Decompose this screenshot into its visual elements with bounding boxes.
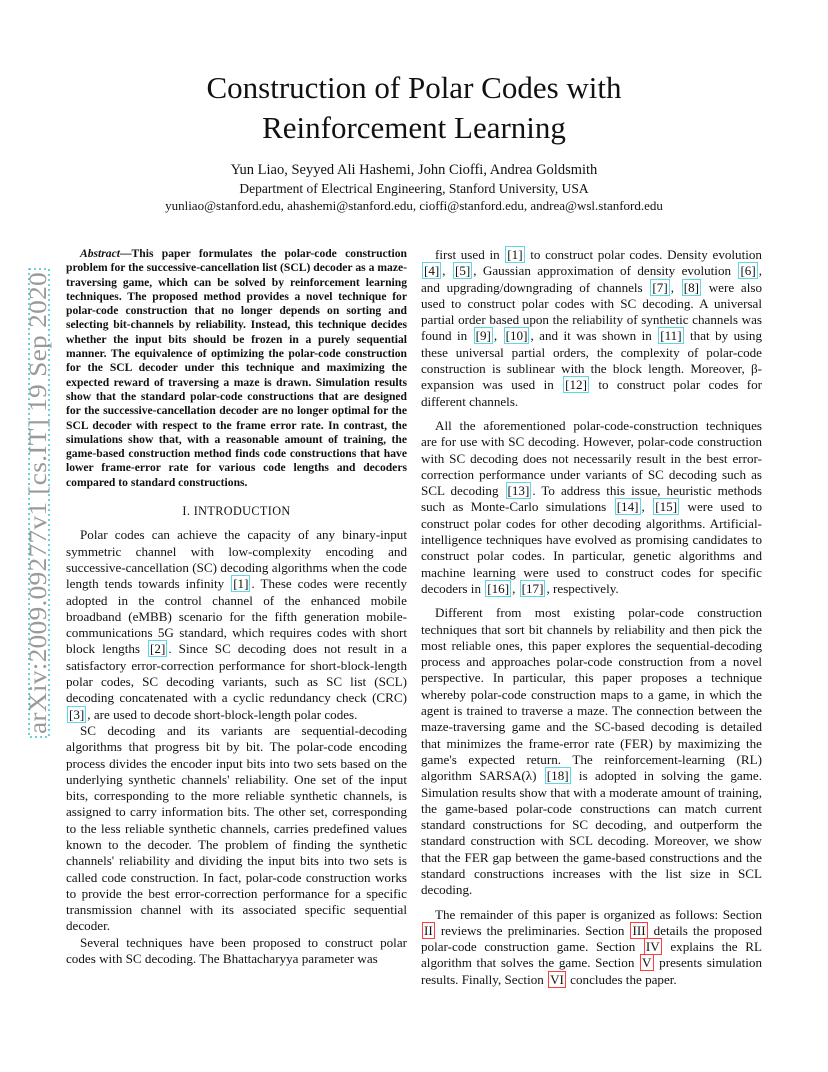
paragraph-text: reviews the preliminaries. Section <box>435 922 630 938</box>
paragraph-text: Polar codes can achieve the capacity of any binary-input symmetric channel with low-complexity encoding and successive-cancellation (SC) decoding algorithms when the code length tends towards infinity <box>66 527 407 592</box>
paragraph-text: first used in <box>435 247 505 262</box>
paragraph-text: Different from most existing polar-code construction techniques that sort bit channels by reliability and then pick the most reliable ones, this paper explores the sequential-decoding process and approaches polar-code construction from a novel perspective. In particular, this paper proposes a technique whereby polar-code construction maps to a game, in which the agent is trained to traverse a maze. The connection between the maze-traversing game and the SC-based decoding is detailed that minimizes the frame-error rate (FER) by maximizing the game's expected return. The reinforcement-learning (RL) algorithm SARSA(λ) <box>421 605 762 784</box>
paragraph-text: , and it was shown in <box>530 328 658 344</box>
title-line-1: Construction of Polar Codes with <box>206 70 622 105</box>
section-reference-link[interactable]: II <box>424 922 433 938</box>
section-reference-link[interactable]: VI <box>550 971 564 987</box>
paragraph-text: , <box>493 328 503 344</box>
paragraph-text: is adopted in solving the game. Simulation results show that with a moderate amount of training, the game-based polar-code constructions can match current standard constructions for SC decoding, and outperform the standard construction with SCL decoding. Moreover, we show that the FER gap between the game-based constructions and the standard constructions increases with the list size in SCL decoding. <box>421 768 762 898</box>
section-heading-introduction: I. INTRODUCTION <box>182 504 291 519</box>
paragraph <box>66 527 407 723</box>
citation-link[interactable]: [16] <box>487 580 510 596</box>
paragraph <box>421 247 762 410</box>
paragraph-text: that by using these universal partial orders, the complexity of polar-code construction is sublinear with the block length. Moreover, β-expansion was used in <box>421 328 763 393</box>
paragraph <box>66 935 407 968</box>
paragraph-text: concludes the paper. <box>566 971 677 987</box>
citation-link[interactable]: [13] <box>507 483 530 499</box>
citation-link[interactable]: [9] <box>475 328 491 344</box>
paragraph-text: . To address this issue, heuristic methods such as Monte-Carlo simulations <box>421 483 762 515</box>
paragraph-text: were used to construct polar codes for other decoding algorithms. Artificial-intelligence techniques have evolved as promising candidates to construct polar codes. In particular, genetic algorithms and machine learning were used to construct codes for specific decoders in <box>421 499 763 596</box>
paragraph-text: explains the RL algorithm that solves the game. Section <box>421 939 762 971</box>
paragraph-text: , Gaussian approximation of density evolution <box>473 263 738 279</box>
section-reference-link[interactable]: IV <box>645 939 660 955</box>
citation-link[interactable]: [1] <box>507 247 523 262</box>
title-line-2: Reinforcement Learning <box>262 110 566 145</box>
paragraph <box>421 418 762 597</box>
paragraph-text: The remainder of this paper is organized as follows: Section <box>435 906 762 922</box>
paragraph-text: , and upgrading/downgrading of channels <box>421 263 762 295</box>
paragraph-text: SC decoding and its variants are sequential-decoding algorithms that progress bit by bit. The polar-code encoding process divides the encoder input bits into two sets based on the underlying synthetic channels' reliability. One set of the input bits, corresponding to the more reliable synthetic channels, is assigned to carry information bits. The other set, corresponding to the less reliable synthetic channels, carries predefined values known to the decoder. The problem of finding the synthetic channels' reliability and dividing the input bits into two sets is called code construction. In fact, polar-code construction works to provide the best error-correction performance for a specific transmission channel with its associated specific sequential decoder. <box>66 722 407 934</box>
paper-title <box>0 68 828 148</box>
citation-link[interactable]: [7] <box>652 279 668 295</box>
citation-link[interactable]: [4] <box>424 263 440 279</box>
paragraph-text: , <box>641 499 653 515</box>
citation-link[interactable]: [12] <box>565 377 587 393</box>
citation-link[interactable]: [18] <box>546 768 569 784</box>
paragraph-text: , <box>442 263 452 279</box>
abstract-label: Abstract <box>80 247 120 260</box>
paragraph-text: details the proposed polar-code construction game. Section <box>421 922 762 955</box>
arxiv-identifier: arXiv:2009.09277v1 [cs.IT] 19 Sep 2020 <box>25 313 52 734</box>
citation-link[interactable]: [15] <box>655 499 678 515</box>
left-column <box>66 247 407 967</box>
paragraph-text: , <box>512 580 519 596</box>
citation-link[interactable]: [17] <box>521 580 544 596</box>
paragraph-text: All the aforementioned polar-code-construction techniques are for use with SC decoding. However, polar-code construction with SC decoding does not necessarily result in the best error-correction performance under variants of SC decoding such as SCL decoding <box>421 417 762 499</box>
paragraph-text: , respectively. <box>546 580 619 596</box>
citation-link[interactable]: [2] <box>150 641 166 657</box>
right-body <box>421 247 762 988</box>
citation-link[interactable]: [5] <box>454 263 471 279</box>
citation-link[interactable]: [6] <box>740 263 756 279</box>
paragraph-text: . These codes were recently adopted in the control channel of the enhanced mobile broadband (eMBB) scenario for the fifth generation mobile-communications 5G standard, which requires codes with short block lengths <box>66 576 407 657</box>
section-reference-link[interactable]: V <box>642 955 652 971</box>
paragraph <box>66 723 407 935</box>
citation-link[interactable]: [11] <box>660 328 682 344</box>
section-reference-link[interactable]: III <box>632 922 646 938</box>
right-column <box>421 247 762 988</box>
author-emails: yunliao@stanford.edu, ahashemi@stanford.edu, cioffi@stanford.edu, andrea@wsl.stanford.edu <box>165 198 663 213</box>
paragraph <box>421 907 762 988</box>
abstract-text: —This paper formulates the polar-code construction problem for the successive-cancellation list (SCL) decoder as a maze-traversing game, which can be solved by reinforcement learning techniques. The proposed method provides a novel technique for polar-code construction that no longer depends on sorting and selecting bit-channels by reliability. Instead, this technique decides whether the input bits should be frozen in a purely sequential manner. The equivalence of optimizing the polar-code construction for the SCL decoder under this technique and maximizing the expected reward of traversing a maze is drawn. Simulation results show that the standard polar-code constructions that are designed for the successive-cancellation decoder are no longer optimal for the SCL decoder with respect to the frame error rate. In contrast, the simulations show that, with a reasonable amount of training, the game-based construction method finds code constructions that have lower frame-error rate for various code lengths and decoders compared to standard constructions. <box>66 247 407 489</box>
citation-link[interactable]: [8] <box>683 279 699 295</box>
abstract <box>66 247 407 490</box>
paragraph-text: to construct polar codes for different channels. <box>421 377 763 409</box>
paragraph-text: to construct polar codes. Density evolution <box>525 247 762 262</box>
citation-link[interactable]: [1] <box>233 576 249 592</box>
paragraph-text: were also used to construct polar codes with SC decoding. A universal partial order based upon the reliability of synthetic channels was found in <box>421 279 762 344</box>
left-body <box>66 527 407 967</box>
arxiv-stamp <box>25 268 52 738</box>
citation-link[interactable]: [3] <box>69 706 85 722</box>
citation-link[interactable]: [14] <box>616 499 639 515</box>
citation-link[interactable]: [10] <box>505 328 528 344</box>
paragraph-text: presents simulation results. Finally, Section <box>421 955 762 987</box>
author-list: Yun Liao, Seyyed Ali Hashemi, John Cioffi, Andrea Goldsmith <box>230 162 598 178</box>
paragraph-text: , <box>670 279 681 295</box>
paragraph-text: Several techniques have been proposed to construct polar codes with SC decoding. The Bhattacharyya parameter was <box>66 934 407 967</box>
paragraph <box>421 605 762 898</box>
paragraph-text: . Since SC decoding does not result in a satisfactory error-correction performance for short-block-length polar codes, SC decoding variants, such as SC list (SCL) decoding concatenated with a cyclic redundancy check (CRC) <box>66 641 407 706</box>
paragraph-text: , are used to decode short-block-length polar codes. <box>87 706 358 722</box>
affiliation: Department of Electrical Engineering, Stanford University, USA <box>239 181 589 196</box>
